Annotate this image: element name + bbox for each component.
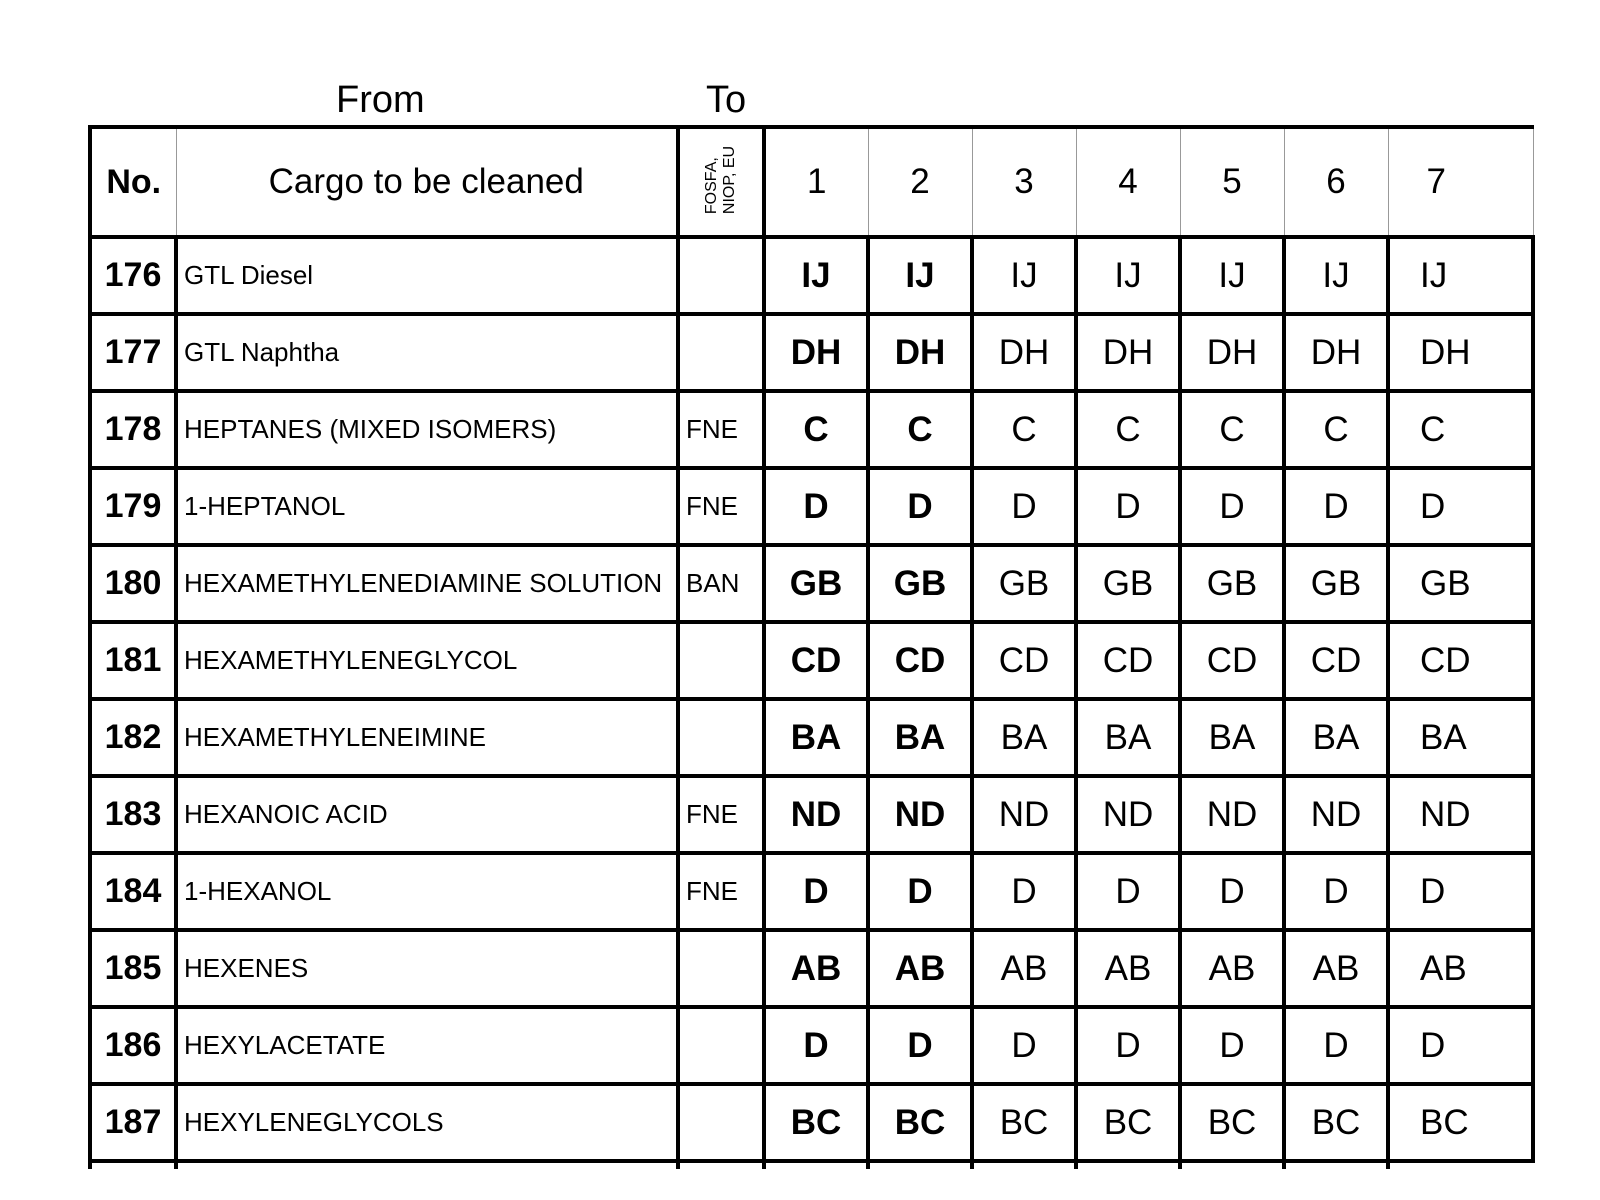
cargo-name: 1-HEXANOL xyxy=(176,853,678,930)
cleaning-code-col-4: IJ xyxy=(1076,237,1180,314)
cleaning-code-col-2: BA xyxy=(868,699,972,776)
cleaning-code-col-7: C xyxy=(1388,391,1533,468)
cleaning-code-col-3: CD xyxy=(972,622,1076,699)
cleaning-code-col-1: AB xyxy=(764,930,868,1007)
cleaning-code-col-5: D xyxy=(1180,468,1284,545)
table-row xyxy=(90,545,1533,622)
standard-code: FNE xyxy=(678,468,764,545)
standard-code xyxy=(678,699,764,776)
cutoff-cell xyxy=(678,1161,764,1169)
header-col-4: 4 xyxy=(1076,127,1180,237)
cleaning-code-col-6: C xyxy=(1284,391,1388,468)
cleaning-code-col-3: D xyxy=(972,1007,1076,1084)
header-col-6: 6 xyxy=(1284,127,1388,237)
header-standard-line2: NIOP, EU xyxy=(720,145,738,215)
header-no: No. xyxy=(90,127,176,237)
cleaning-code-col-5: DH xyxy=(1180,314,1284,391)
header-standard-line1: FOSFA, xyxy=(702,157,720,215)
cleaning-code-col-1: DH xyxy=(764,314,868,391)
cleaning-code-col-3: IJ xyxy=(972,237,1076,314)
cargo-name: HEXAMETHYLENEDIAMINE SOLUTION xyxy=(176,545,678,622)
cleaning-code-col-6: IJ xyxy=(1284,237,1388,314)
cleaning-code-col-7: DH xyxy=(1388,314,1533,391)
cleaning-code-col-2: ND xyxy=(868,776,972,853)
cleaning-code-col-7: D xyxy=(1388,1007,1533,1084)
cleaning-code-col-3: ND xyxy=(972,776,1076,853)
cleaning-code-col-2: D xyxy=(868,1007,972,1084)
row-number: 185 xyxy=(90,930,176,1007)
header-row xyxy=(90,127,1533,237)
cleaning-code-col-3: D xyxy=(972,468,1076,545)
cutoff-cell xyxy=(972,1161,1076,1169)
cleaning-code-col-5: D xyxy=(1180,853,1284,930)
cleaning-code-col-6: BC xyxy=(1284,1084,1388,1161)
header-col-2: 2 xyxy=(868,127,972,237)
cleaning-code-col-1: GB xyxy=(764,545,868,622)
cleaning-code-col-4: BA xyxy=(1076,699,1180,776)
header-col-7: 7 xyxy=(1388,127,1533,237)
cleaning-code-col-4: CD xyxy=(1076,622,1180,699)
cleaning-code-col-5: GB xyxy=(1180,545,1284,622)
cleaning-code-col-7: AB xyxy=(1388,930,1533,1007)
cleaning-code-col-7: IJ xyxy=(1388,237,1533,314)
table-row xyxy=(90,853,1533,930)
standard-code: BAN xyxy=(678,545,764,622)
cleaning-code-col-5: AB xyxy=(1180,930,1284,1007)
header-col-3: 3 xyxy=(972,127,1076,237)
cleaning-code-col-6: D xyxy=(1284,853,1388,930)
table-row xyxy=(90,391,1533,468)
row-number: 180 xyxy=(90,545,176,622)
row-number: 178 xyxy=(90,391,176,468)
cleaning-code-col-2: C xyxy=(868,391,972,468)
cleaning-code-col-2: CD xyxy=(868,622,972,699)
cleaning-code-col-7: CD xyxy=(1388,622,1533,699)
cleaning-code-col-3: C xyxy=(972,391,1076,468)
row-number: 176 xyxy=(90,237,176,314)
standard-code: FNE xyxy=(678,776,764,853)
table-row xyxy=(90,776,1533,853)
cleaning-code-col-5: IJ xyxy=(1180,237,1284,314)
table-row xyxy=(90,930,1533,1007)
cleaning-code-col-2: DH xyxy=(868,314,972,391)
cleaning-code-col-2: IJ xyxy=(868,237,972,314)
cleaning-code-col-4: DH xyxy=(1076,314,1180,391)
cleaning-code-col-3: BC xyxy=(972,1084,1076,1161)
cleaning-code-col-3: BA xyxy=(972,699,1076,776)
standard-code xyxy=(678,1007,764,1084)
table-body xyxy=(90,237,1533,1169)
cargo-name: GTL Naphtha xyxy=(176,314,678,391)
table-row xyxy=(90,468,1533,545)
header-col-5: 5 xyxy=(1180,127,1284,237)
cleaning-code-col-2: GB xyxy=(868,545,972,622)
cleaning-code-col-6: DH xyxy=(1284,314,1388,391)
cargo-name: HEXAMETHYLENEGLYCOL xyxy=(176,622,678,699)
cleaning-code-col-1: BA xyxy=(764,699,868,776)
header-cargo: Cargo to be cleaned xyxy=(176,127,678,237)
cutoff-cell xyxy=(764,1161,868,1169)
row-number: 187 xyxy=(90,1084,176,1161)
cleaning-code-col-4: D xyxy=(1076,1007,1180,1084)
cleaning-code-col-3: D xyxy=(972,853,1076,930)
cleaning-code-col-1: ND xyxy=(764,776,868,853)
standard-code: FNE xyxy=(678,391,764,468)
cleaning-code-col-1: C xyxy=(764,391,868,468)
cleaning-code-col-2: BC xyxy=(868,1084,972,1161)
standard-code xyxy=(678,1084,764,1161)
cleaning-code-col-1: IJ xyxy=(764,237,868,314)
cleaning-code-col-7: D xyxy=(1388,468,1533,545)
cutoff-cell xyxy=(1076,1161,1180,1169)
cutoff-cell xyxy=(1388,1161,1533,1169)
cleaning-code-col-6: ND xyxy=(1284,776,1388,853)
table-row xyxy=(90,1007,1533,1084)
row-number: 179 xyxy=(90,468,176,545)
cutoff-cell xyxy=(868,1161,972,1169)
cargo-name: GTL Diesel xyxy=(176,237,678,314)
cleaning-code-col-4: D xyxy=(1076,468,1180,545)
cleaning-code-col-4: ND xyxy=(1076,776,1180,853)
cleaning-code-col-2: AB xyxy=(868,930,972,1007)
cleaning-code-col-1: CD xyxy=(764,622,868,699)
cleaning-code-col-5: D xyxy=(1180,1007,1284,1084)
cutoff-cell xyxy=(176,1161,678,1169)
cleaning-code-col-3: AB xyxy=(972,930,1076,1007)
cleaning-code-col-1: D xyxy=(764,853,868,930)
row-number: 177 xyxy=(90,314,176,391)
cleaning-code-col-6: AB xyxy=(1284,930,1388,1007)
row-number: 181 xyxy=(90,622,176,699)
cargo-name: HEXENES xyxy=(176,930,678,1007)
cleaning-code-col-5: BC xyxy=(1180,1084,1284,1161)
row-cutoff xyxy=(90,1161,1533,1169)
cleaning-code-col-2: D xyxy=(868,468,972,545)
cleaning-code-col-6: D xyxy=(1284,1007,1388,1084)
cleaning-code-col-4: AB xyxy=(1076,930,1180,1007)
cargo-name: 1-HEPTANOL xyxy=(176,468,678,545)
row-number: 182 xyxy=(90,699,176,776)
standard-code: FNE xyxy=(678,853,764,930)
cutoff-cell xyxy=(90,1161,176,1169)
cargo-name: HEXYLENEGLYCOLS xyxy=(176,1084,678,1161)
row-number: 184 xyxy=(90,853,176,930)
cleaning-code-col-6: CD xyxy=(1284,622,1388,699)
cleaning-code-col-6: GB xyxy=(1284,545,1388,622)
cleaning-code-col-2: D xyxy=(868,853,972,930)
row-number: 183 xyxy=(90,776,176,853)
cargo-name: HEXANOIC ACID xyxy=(176,776,678,853)
row-number: 186 xyxy=(90,1007,176,1084)
cargo-name: HEPTANES (MIXED ISOMERS) xyxy=(176,391,678,468)
header-col-1: 1 xyxy=(764,127,868,237)
table-row xyxy=(90,1084,1533,1161)
cleaning-code-col-5: BA xyxy=(1180,699,1284,776)
cleaning-code-col-4: GB xyxy=(1076,545,1180,622)
cutoff-cell xyxy=(1284,1161,1388,1169)
table-row xyxy=(90,622,1533,699)
cutoff-cell xyxy=(1180,1161,1284,1169)
cleaning-code-col-1: D xyxy=(764,468,868,545)
cleaning-code-col-7: BA xyxy=(1388,699,1533,776)
cleaning-code-col-7: GB xyxy=(1388,545,1533,622)
cleaning-code-col-1: BC xyxy=(764,1084,868,1161)
standard-code xyxy=(678,237,764,314)
from-label: From xyxy=(336,79,425,121)
to-label: To xyxy=(706,79,747,121)
table-row xyxy=(90,237,1533,314)
cleaning-code-col-5: ND xyxy=(1180,776,1284,853)
cleaning-code-col-5: C xyxy=(1180,391,1284,468)
cleaning-code-col-7: D xyxy=(1388,853,1533,930)
cargo-name: HEXAMETHYLENEIMINE xyxy=(176,699,678,776)
cleaning-code-col-6: BA xyxy=(1284,699,1388,776)
cleaning-code-col-4: C xyxy=(1076,391,1180,468)
cleaning-code-col-3: GB xyxy=(972,545,1076,622)
cleaning-table xyxy=(88,125,1535,1169)
standard-code xyxy=(678,622,764,699)
table-row xyxy=(90,314,1533,391)
cleaning-code-col-4: BC xyxy=(1076,1084,1180,1161)
cleaning-code-col-7: ND xyxy=(1388,776,1533,853)
cleaning-code-col-1: D xyxy=(764,1007,868,1084)
standard-code xyxy=(678,930,764,1007)
table-row xyxy=(90,699,1533,776)
cleaning-code-col-5: CD xyxy=(1180,622,1284,699)
header-standard xyxy=(678,127,764,237)
cargo-name: HEXYLACETATE xyxy=(176,1007,678,1084)
cleaning-code-col-4: D xyxy=(1076,853,1180,930)
cleaning-code-col-6: D xyxy=(1284,468,1388,545)
cleaning-code-col-3: DH xyxy=(972,314,1076,391)
standard-code xyxy=(678,314,764,391)
cleaning-code-col-7: BC xyxy=(1388,1084,1533,1161)
